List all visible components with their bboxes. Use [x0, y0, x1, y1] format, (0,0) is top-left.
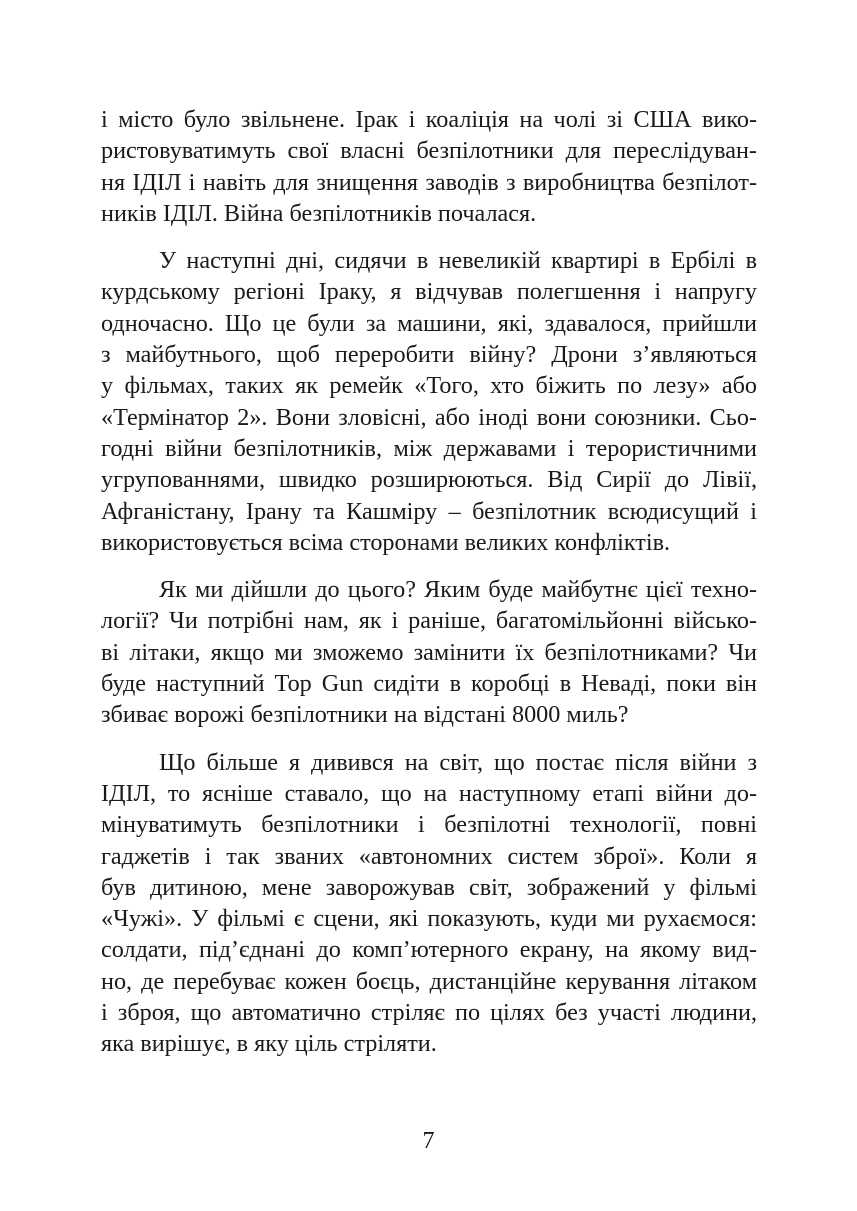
text-line: солдати, під’єднані до комп’ютерного екрану, на якому вид- — [101, 936, 757, 964]
text-line: Що більше я дивився на світ, що постає після війни з — [159, 748, 757, 776]
text-line: логії? Чи потрібні нам, як і раніше, багатомільйонні військо- — [101, 607, 757, 635]
text-line: угрупованнями, швидко розширюються. Від Сирії до Лівії, — [101, 466, 757, 494]
text-line: Як ми дійшли до цього? Яким буде майбутнє цієї техно- — [159, 576, 757, 604]
text-line: ників ІДІЛ. Війна безпілотників почалася. — [101, 199, 537, 227]
paragraph — [101, 245, 757, 558]
text-line: використовується всіма сторонами великих конфліктів. — [101, 528, 671, 556]
text-line: гаджетів і так званих «автономних систем зброї». Коли я — [101, 842, 757, 870]
text-line: ві літаки, якщо ми зможемо замінити їх безпілотниками? Чи — [101, 638, 757, 666]
text-line: і зброя, що автоматично стріляє по цілях без участі людини, — [101, 999, 757, 1027]
text-line: ристовуватимуть свої власні безпілотники для переслідуван- — [101, 137, 757, 165]
text-line: но, де перебуває кожен боєць, дистанційне керування літаком — [101, 967, 757, 995]
text-line: годні війни безпілотників, між державами і терористичними — [101, 434, 757, 462]
text-line: мінуватимуть безпілотники і безпілотні технології, повні — [101, 811, 757, 839]
text-line: ня ІДІЛ і навіть для знищення заводів з виробництва безпілот- — [101, 168, 757, 196]
text-line: одночасно. Що це були за машини, які, здавалося, прийшли — [101, 309, 757, 337]
text-line: ІДІЛ, то ясніше ставало, що на наступному етапі війни до- — [101, 779, 757, 807]
body-text — [101, 104, 757, 1060]
text-line: У наступні дні, сидячи в невеликій квартирі в Ербілі в — [159, 247, 757, 275]
paragraph — [101, 574, 757, 730]
text-line: у фільмах, таких як ремейк «Того, хто біжить по лезу» або — [101, 372, 757, 400]
text-line: з майбутнього, щоб переробити війну? Дрони з’являються — [101, 341, 757, 369]
text-line: буде наступний Top Gun сидіти в коробці в Неваді, поки він — [101, 670, 757, 698]
text-line: курдському регіоні Іраку, я відчував полегшення і напругу — [101, 278, 757, 306]
paragraph — [101, 104, 757, 229]
text-line: і місто було звільнене. Ірак і коаліція на чолі зі США вико- — [101, 106, 757, 133]
page-number: 7 — [422, 1128, 435, 1154]
text-line: збиває ворожі безпілотники на відстані 8000 миль? — [101, 701, 629, 729]
text-line: «Чужі». У фільмі є сцени, які показують, куди ми рухаємося: — [101, 905, 757, 933]
text-line: яка вирішує, в яку ціль стріляти. — [101, 1030, 437, 1058]
text-line: Афганістану, Ірану та Кашміру – безпілотник всюдисущий і — [101, 497, 757, 525]
text-line: був дитиною, мене заворожував світ, зображений у фільмі — [101, 873, 757, 901]
paragraph — [101, 747, 757, 1060]
text-line: «Термінатор 2». Вони зловісні, або іноді вони союзники. Сьо- — [101, 403, 757, 431]
